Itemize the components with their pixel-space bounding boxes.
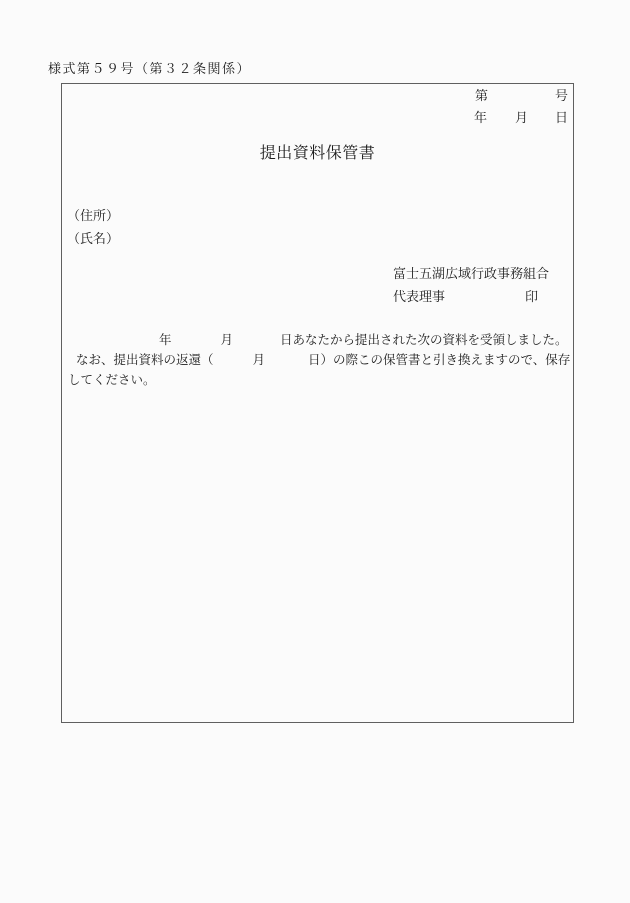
date-month-label: 月	[515, 110, 529, 125]
document-title: 提出資料保管書	[259, 145, 376, 162]
body-line-1-text: 日あなたから提出された次の資料を受領しました。	[280, 333, 568, 347]
organization-name: 富士五湖広域行政事務組合	[393, 266, 550, 281]
paragraph-indent	[68, 363, 76, 364]
body-line-3: してください。	[68, 373, 156, 387]
blank-fill-space	[68, 343, 159, 344]
seal-placeholder: 印	[525, 289, 539, 304]
document-frame	[61, 83, 574, 723]
doc-number-suffix: 号	[555, 88, 569, 103]
blank-fill-space	[172, 343, 221, 344]
blank-fill-space	[214, 363, 253, 364]
blank-fill-space	[265, 363, 308, 364]
form-number-label: 様式第５９号（第３２条関係）	[48, 61, 252, 76]
body-line-2-suffix: ）の際この保管書と引き換えますので、保存	[320, 353, 571, 367]
return-day-label: 日	[308, 353, 321, 367]
body-year-label: 年	[159, 333, 172, 347]
body-month-label: 月	[220, 333, 234, 347]
body-line-2-prefix: なお、提出資料の返還（	[76, 353, 214, 367]
return-month-label: 月	[252, 353, 266, 367]
address-label: （住所）	[67, 208, 120, 223]
body-line-2	[68, 352, 569, 368]
date-year-label: 年	[474, 110, 488, 125]
body-line-1	[68, 332, 569, 348]
representative-title: 代表理事	[393, 289, 446, 304]
doc-number-prefix: 第	[475, 88, 489, 103]
date-day-label: 日	[555, 110, 569, 125]
blank-fill-space	[233, 343, 280, 344]
name-label: （氏名）	[67, 231, 120, 246]
